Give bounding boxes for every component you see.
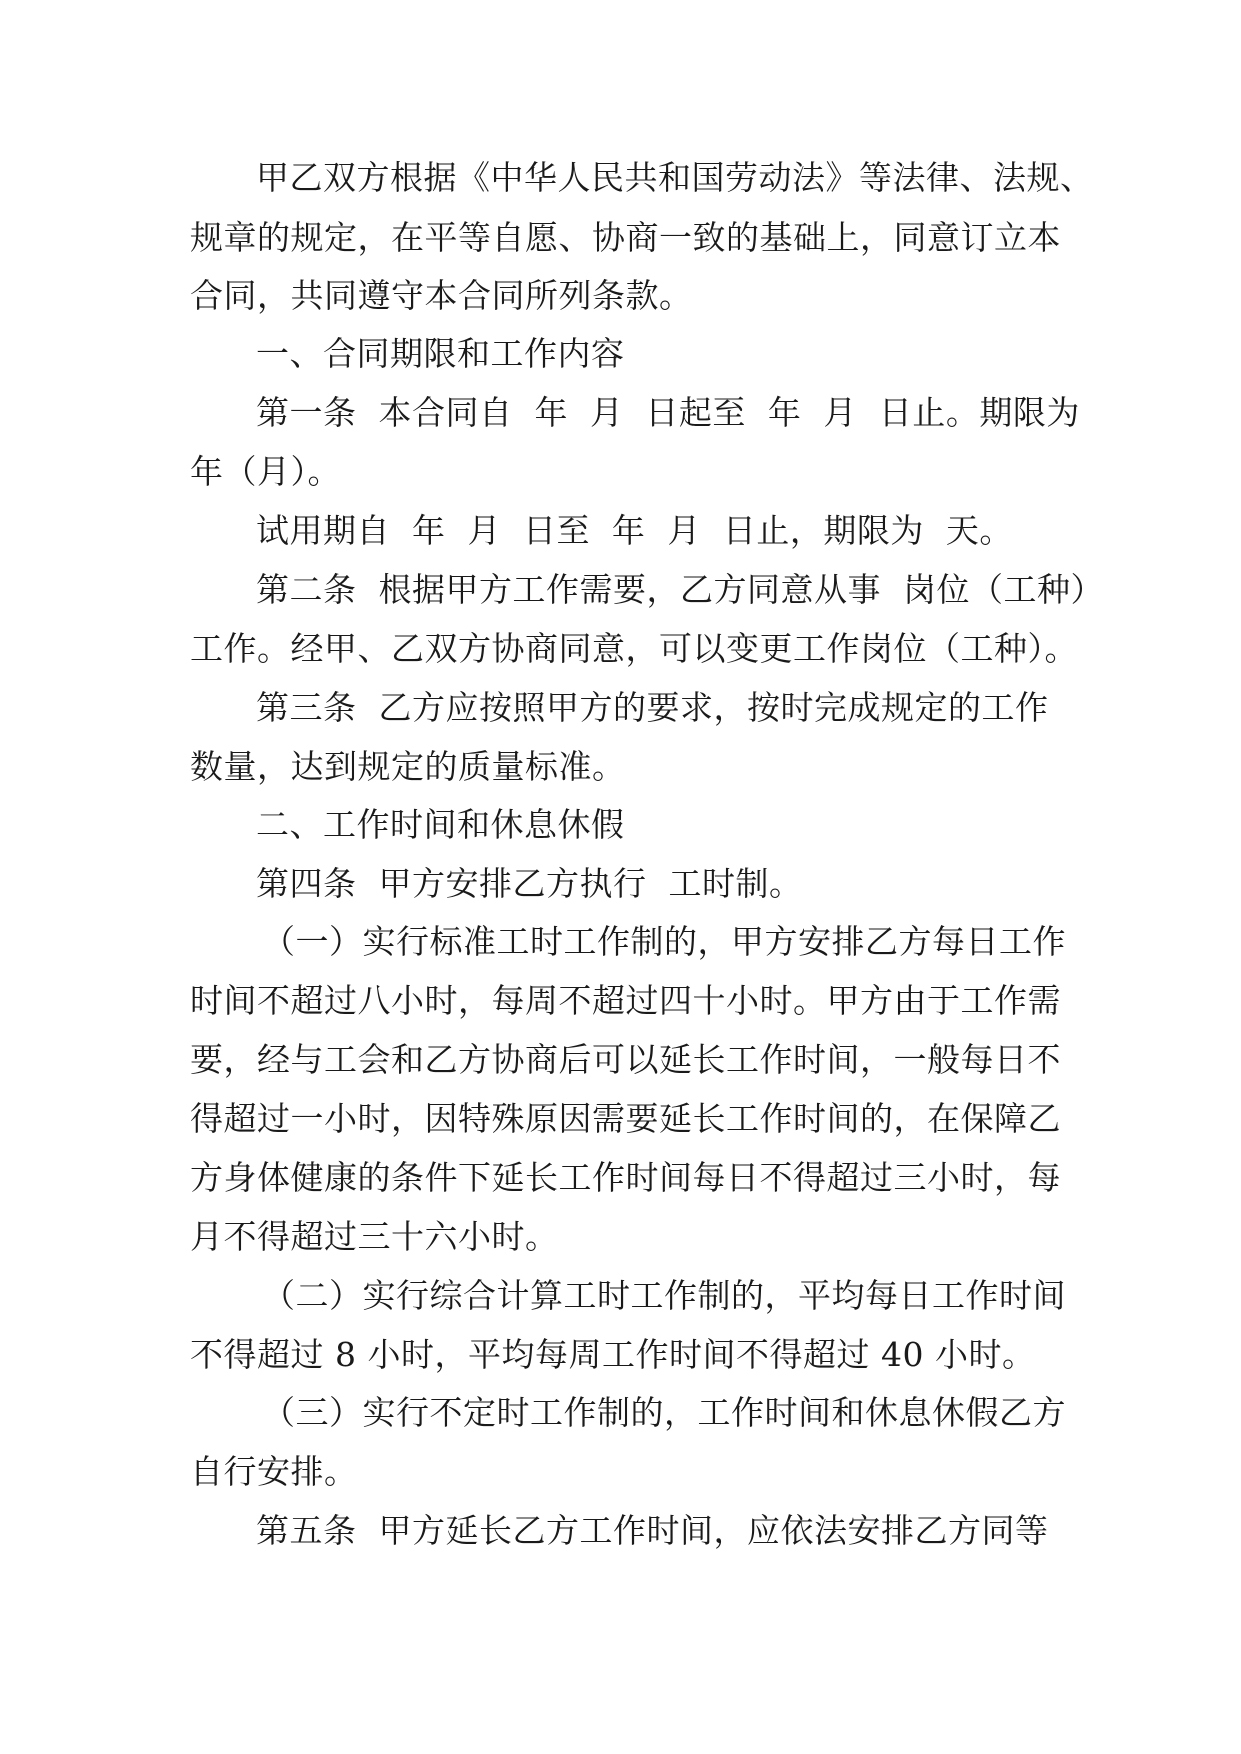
item-1-line-2: 时间不超过八小时，每周不超过四十小时。甲方由于工作需 bbox=[190, 981, 1061, 1020]
item-1-line-1: （一）实行标准工时工作制的，甲方安排乙方每日工作 bbox=[262, 922, 1066, 961]
article-3-line-2: 数量，达到规定的质量标准。 bbox=[190, 747, 626, 786]
paragraph-intro-line-1: 甲乙双方根据《中华人民共和国劳动法》等法律、法规、 bbox=[256, 158, 1094, 197]
article-4-line-1: 第四条 甲方安排乙方执行 工时制。 bbox=[256, 864, 803, 903]
item-1-line-5: 方身体健康的条件下延长工作时间每日不得超过三小时，每 bbox=[190, 1158, 1061, 1197]
article-1-line-2: 年（月）。 bbox=[190, 452, 341, 491]
section-heading-1: 一、合同期限和工作内容 bbox=[256, 334, 625, 373]
item-1-line-3: 要，经与工会和乙方协商后可以延长工作时间，一般每日不 bbox=[190, 1040, 1061, 1079]
article-1-line-1: 第一条 本合同自 年 月 日起至 年 月 日止。期限为 bbox=[256, 393, 1080, 432]
article-5-line-1: 第五条 甲方延长乙方工作时间，应依法安排乙方同等 bbox=[256, 1511, 1049, 1550]
article-2-line-1: 第二条 根据甲方工作需要，乙方同意从事 岗位（工种） bbox=[256, 570, 1104, 609]
item-1-line-4: 得超过一小时，因特殊原因需要延长工作时间的，在保障乙 bbox=[190, 1099, 1061, 1138]
article-3-line-1: 第三条 乙方应按照甲方的要求，按时完成规定的工作 bbox=[256, 688, 1049, 727]
article-2-line-2: 工作。经甲、乙双方协商同意，可以变更工作岗位（工种）。 bbox=[190, 629, 1078, 668]
item-3-line-1: （三）实行不定时工作制的，工作时间和休息休假乙方 bbox=[262, 1393, 1066, 1432]
item-2-line-1: （二）实行综合计算工时工作制的，平均每日工作时间 bbox=[262, 1276, 1066, 1315]
item-3-line-2: 自行安排。 bbox=[190, 1452, 358, 1491]
section-heading-2: 二、工作时间和休息休假 bbox=[256, 805, 625, 844]
paragraph-intro-line-3: 合同，共同遵守本合同所列条款。 bbox=[190, 276, 693, 315]
item-1-line-6: 月不得超过三十六小时。 bbox=[190, 1217, 559, 1256]
paragraph-intro-line-2: 规章的规定，在平等自愿、协商一致的基础上，同意订立本 bbox=[190, 218, 1061, 257]
item-2-line-2: 不得超过 8 小时，平均每周工作时间不得超过 40 小时。 bbox=[190, 1335, 1036, 1374]
probation-line: 试用期自 年 月 日至 年 月 日止，期限为 天。 bbox=[256, 511, 1013, 550]
